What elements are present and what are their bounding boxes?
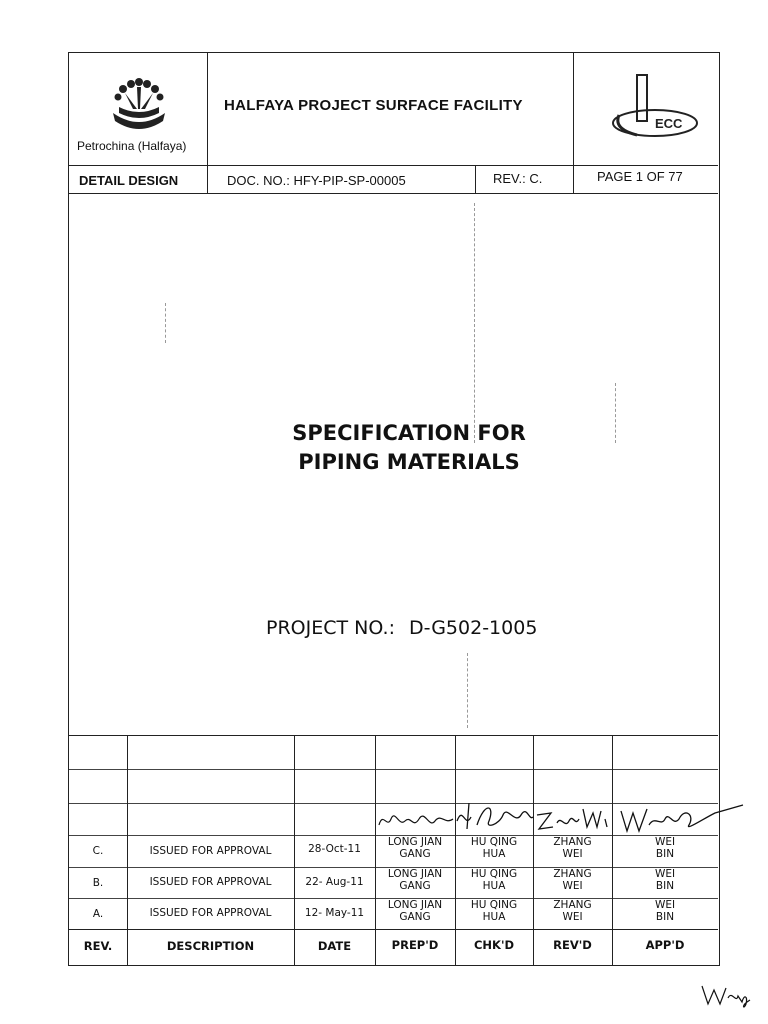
row-b-chkd [455,868,533,892]
header-bottom-line [69,193,718,194]
signature-prepd [377,805,455,840]
row-c-appd-line1: WEI [654,836,676,848]
row-a-description: ISSUED FOR APPROVAL [149,907,272,919]
col-header-prepd: PREP'D [391,938,439,952]
header-col-divider-2 [573,53,574,193]
row-a-appd-line1: WEI [654,899,676,911]
design-phase: DETAIL DESIGN [79,173,179,188]
company-name: Petrochina (Halfaya) [77,139,187,153]
row-b-revd-line2: WEI [562,880,583,892]
row-c-prepd [375,836,455,860]
row-a-appd [612,899,718,923]
title-line-1: SPECIFICATION FOR [292,421,526,445]
row-b-chkd-line1: HU QING [470,868,518,880]
project-title: HALFAYA PROJECT SURFACE FACILITY [224,97,523,114]
row-b-date: 22- Aug-11 [305,876,364,888]
row-a-rev: A. [92,908,104,920]
project-number-value: D-G502-1005 [409,617,538,639]
row-c-date: 28-Oct-11 [308,843,361,855]
page-count: PAGE 1 OF 77 [597,169,683,184]
row-c-chkd [455,836,533,860]
header-divider [69,165,718,166]
row-b-description: ISSUED FOR APPROVAL [149,876,272,888]
col-header-appd: APP'D [645,938,685,952]
row-a-chkd-line2: HUA [482,911,506,923]
row-b-appd-line2: BIN [655,880,675,892]
row-c-revd-line1: ZHANG [553,836,592,848]
row-a-prepd-line2: GANG [399,911,431,923]
row-c-appd-line2: BIN [655,848,675,860]
row-a-chkd [455,899,533,923]
doc-number: DOC. NO.: HFY-PIP-SP-00005 [227,173,406,188]
project-number-label: PROJECT NO.: [266,617,395,639]
col-header-rev: REV. [83,939,113,953]
margin-signature [700,980,752,1015]
document-title [209,419,609,477]
row-c-revd [533,836,612,860]
revision-empty-row-line-1 [69,769,718,770]
col-header-date: DATE [317,939,352,953]
scan-artifact [615,383,616,443]
row-a-prepd [375,899,455,923]
title-line-2: PIPING MATERIALS [298,450,520,474]
row-c-chkd-line1: HU QING [470,836,518,848]
row-b-prepd [375,868,455,892]
scan-artifact [165,303,166,343]
row-c-rev: C. [92,845,104,857]
petrochina-logo-icon [99,73,179,135]
row-b-appd-line1: WEI [654,868,676,880]
row-c-description: ISSUED FOR APPROVAL [149,845,272,857]
row-a-revd-line1: ZHANG [553,899,592,911]
row-c-appd [612,836,718,860]
row-c-chkd-line2: HUA [482,848,506,860]
signature-revd [535,801,611,840]
revision-header-top [69,929,718,930]
row-a-chkd-line1: HU QING [470,899,518,911]
document-sheet [68,52,720,966]
revision-table-top [69,735,718,736]
row-c-prepd-line1: LONG JIAN [387,836,443,848]
row-b-prepd-line1: LONG JIAN [387,868,443,880]
project-number [266,617,537,639]
row-b-chkd-line2: HUA [482,880,506,892]
row-a-revd [533,899,612,923]
col-header-chkd: CHK'D [473,938,515,952]
row-a-date: 12- May-11 [304,907,365,919]
header-col-divider-3 [475,165,476,193]
scan-artifact [467,653,468,728]
signature-chkd [455,795,535,840]
revision-label: REV.: C. [493,171,543,186]
row-b-appd [612,868,718,892]
col-header-revd: REV'D [553,938,592,952]
row-a-prepd-line1: LONG JIAN [387,899,443,911]
row-b-prepd-line2: GANG [399,880,431,892]
row-a-revd-line2: WEI [562,911,583,923]
header-col-divider-1 [207,53,208,193]
scan-artifact [474,203,475,443]
contractor-logo-icon [609,71,699,143]
row-b-revd [533,868,612,892]
row-a-appd-line2: BIN [655,911,675,923]
row-c-prepd-line2: GANG [399,848,431,860]
contractor-logo-text: ECC [655,116,683,131]
row-c-revd-line2: WEI [562,848,583,860]
row-b-revd-line1: ZHANG [553,868,592,880]
row-b-rev: B. [92,877,104,889]
col-header-description: DESCRIPTION [166,939,255,953]
